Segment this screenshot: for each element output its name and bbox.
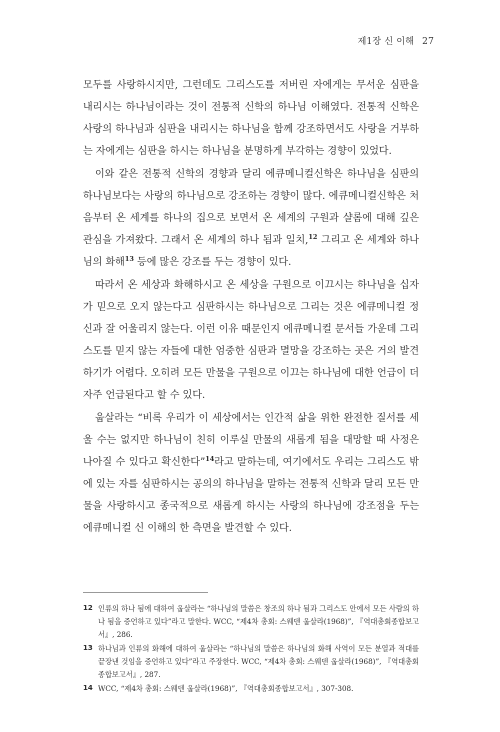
- paragraph-3-text: 따라서 온 세상과 화해하시고 온 세상을 구원으로 이끄시는 하나님을 십자가 믿으로 오지 않는다고 심판하시는 하나님으로 그리는 것은 에큐메니컬 정신과 잘 어울리지 않는다. 이런 이유 때문인지 에큐메니컬 문서들 가운데 그리스도를 믿지 않는 자들에 대한 엄중한 심판과 멸망을 강조하는 곳은 거의 발견하기가 어렵다. 오히려 모든 만물을 구원으로 이끄는 하나님에 대한 언급이 더 자주 언급된다고 할 수 있다.: [83, 280, 419, 401]
- paragraph-4: [83, 408, 419, 540]
- paragraph-2: [83, 164, 419, 274]
- paragraph-2-text-b: 그리고 온 세계와 하나님의 화해: [83, 235, 420, 268]
- paragraph-4-text-a: 웁살라는 “비록 우리가 이 세상에서는 인간적 삶을 위한 완전한 질서를 세울 수는 없지만 하나님이 친히 이루실 만물의 새롭게 됨을 대망할 때 사정은 나아질 수 있다고 확신한다”: [83, 413, 419, 468]
- body-text: [83, 75, 419, 540]
- footnote-text: 하나님과 인류의 화해에 대하여 웁살라는 “하나님의 말씀은 하나님의 화해 사역이 모든 분열과 적대를 끝장낸 것임을 증언하고 있다”라고 주장한다. WCC, “제4차 총회: 스웨덴 웁살라(1968)”, 『역대총회종합보고서』, 287.: [98, 644, 419, 679]
- footnote-14: [83, 682, 419, 695]
- footnote-12: [83, 602, 419, 641]
- paragraph-1: [83, 75, 419, 163]
- paragraph-3: [83, 275, 419, 407]
- paragraph-4-text-b: 라고 말하는데, 여기에서도 우리는 그리스도 밖에 있는 자를 심판하시는 공의의 하나님을 말하는 전통적 신학과 달리 모든 만물을 사랑하시고 종국적으로 새롭게 하시는 사랑의 하나님에 강조점을 두는 에큐메니컬 신 이해의 한 측면을 발견할 수 있다.: [83, 457, 419, 534]
- footnote-13: [83, 642, 419, 681]
- paragraph-2-text-c: 등에 많은 강조를 두는 경향이 있다.: [133, 257, 292, 268]
- footnote-ref-12[interactable]: 12: [308, 233, 318, 241]
- paragraph-1-text: 모두를 사랑하시지만, 그런데도 그리스도를 저버린 자에게는 무서운 심판을 내리시는 하나님이라는 것이 전통적 신학의 하나님 이해였다. 전통적 신학은 사랑의 하나님과 심판을 내리시는 하나님을 함께 강조하면서도 사랑을 거부하는 자에게는 심판을 하시는 하나님을 분명하게 부각하는 경향이 있었다.: [83, 80, 419, 157]
- paragraph-2-text-a: 이와 같은 전통적 신학의 경향과 달리 에큐메니컬신학은 하나님을 심판의 하나님보다는 사랑의 하나님으로 강조하는 경향이 많다. 에큐메니컬신학은 처음부터 온 세계를 하나의 집으로 보면서 온 세계의 구원과 샬롬에 대해 깊은 관심을 가져왔다. 그래서 온 세계의 하나 됨과 일치,: [83, 169, 419, 246]
- footnote-number: 13: [83, 644, 93, 652]
- footnote-ref-13[interactable]: 13: [124, 255, 134, 263]
- footnote-number: 14: [83, 684, 93, 692]
- footnote-text: WCC, “제4차 총회: 스웨덴 웁살라(1968)”, 『역대총회종합보고서』, 307-308.: [98, 684, 354, 693]
- footnote-ref-14[interactable]: 14: [205, 455, 215, 463]
- chapter-title: 제1장 신 이해: [357, 37, 415, 47]
- footnote-divider: [83, 592, 208, 593]
- footnote-number: 12: [83, 604, 93, 612]
- running-header: [358, 34, 434, 47]
- footnote-text: 인류의 하나 됨에 대하여 웁살라는 “하나님의 말씀은 창조의 하나 됨과 그리스도 안에서 모든 사람의 하나 됨을 증언하고 있다”라고 말한다. WCC, “제4차 총회: 스웨덴 웁살라(1968)”, 『역대총회종합보고서』, 286.: [98, 604, 419, 639]
- footnotes: [83, 602, 419, 696]
- page-number: 27: [422, 37, 434, 47]
